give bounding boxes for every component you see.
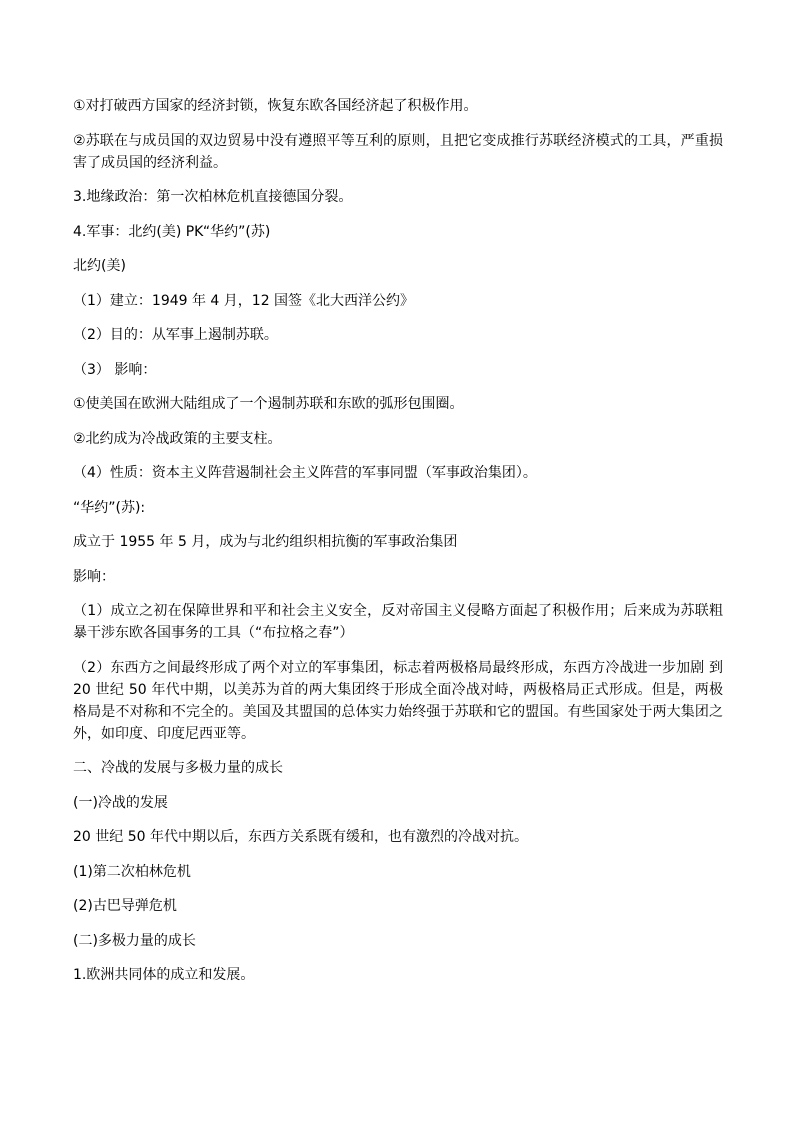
paragraph: （1）成立之初在保障世界和平和社会主义安全，反对帝国主义侵略方面起了积极作用；后来成为苏联粗暴干涉东欧各国事务的工具（“布拉格之春”） <box>73 603 723 641</box>
paragraph: “华约”(苏): <box>73 499 146 516</box>
paragraph: （3） 影响： <box>73 361 157 378</box>
paragraph: （4）性质：资本主义阵营遏制社会主义阵营的军事同盟（军事政治集团）。 <box>73 465 537 481</box>
subsection-heading: (二)多极力量的成长 <box>73 932 196 949</box>
paragraph: 3.地缘政治：第一次柏林危机直接德国分裂。 <box>73 189 353 205</box>
paragraph: （1）建立：1949 年 4 月，12 国签《北大西洋公约》 <box>73 292 415 309</box>
paragraph: 1.欧洲共同体的成立和发展。 <box>73 967 255 983</box>
paragraph: ①使美国在欧洲大陆组成了一个遏制苏联和东欧的弧形包围圈。 <box>73 396 464 412</box>
paragraph: 20 世纪 50 年代中期以后，东西方关系既有缓和，也有激烈的冷战对抗。 <box>73 829 528 845</box>
list-item: (1)第二次柏林危机 <box>73 863 191 880</box>
paragraph: （2）目的：从军事上遏制苏联。 <box>73 327 278 343</box>
paragraph: 影响： <box>73 568 115 585</box>
list-item: (2)古巴导弹危机 <box>73 898 177 914</box>
paragraph: ①对打破西方国家的经济封锁，恢复东欧各国经济起了积极作用。 <box>73 98 478 114</box>
paragraph: ②北约成为冷战政策的主要支柱。 <box>73 430 282 447</box>
paragraph: 北约(美) <box>73 258 126 274</box>
paragraph: 成立于 1955 年 5 月，成为与北约组织相抗衡的军事政治集团 <box>73 534 458 550</box>
paragraph: ②苏联在与成员国的双边贸易中没有遵照平等互利的原则，且把它变成推行苏联经济模式的工具，严重损害了成员国的经济利益。 <box>73 132 723 171</box>
paragraph: （2）东西方之间最终形成了两个对立的军事集团，标志着两极格局最终形成，东西方冷战进一步加剧 到 20 世纪 50 年代中期，以美苏为首的两大集团终于形成全面冷战对峙，两极格局正式形成。但是，两极格局是不对称和不完全的。美国及其盟国的总体实力始终强于苏联和它的盟国。有些国家处于两大集团之外，如印度、印度尼西亚等。 <box>73 659 723 742</box>
section-heading: 二、冷战的发展与多极力量的成长 <box>73 760 283 776</box>
paragraph: 4.军事：北约(美) PK“华约”(苏) <box>73 223 271 240</box>
subsection-heading: (一)冷战的发展 <box>73 794 168 811</box>
document-page <box>73 95 723 999</box>
